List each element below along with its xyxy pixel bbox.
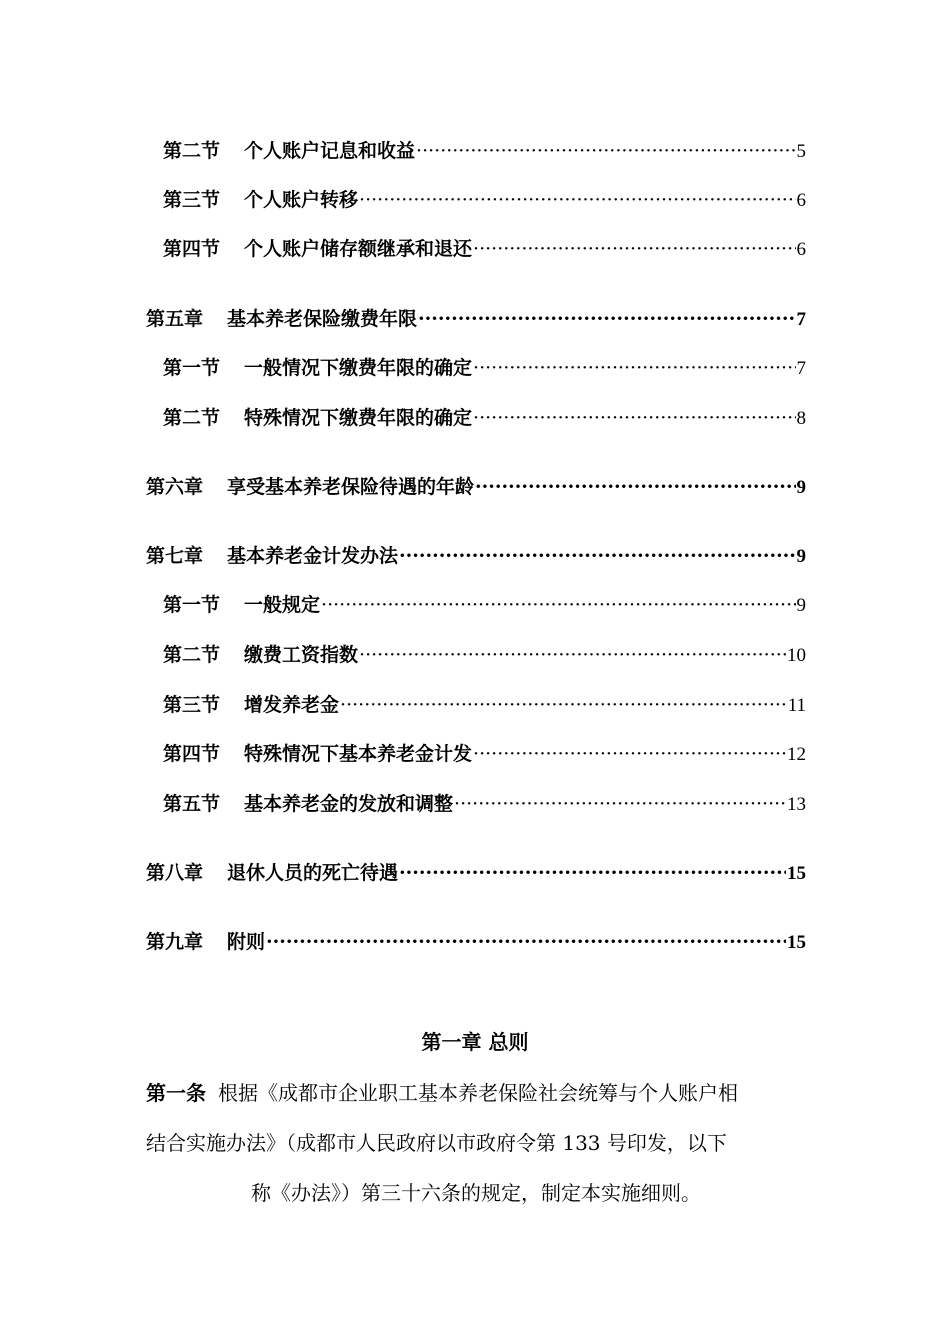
toc-title: 一般规定 [244, 594, 321, 616]
toc-title: 缴费工资指数 [244, 644, 359, 666]
toc-number: 第二节 [163, 140, 221, 162]
toc-number: 第三节 [163, 694, 221, 716]
toc-title: 一般情况下缴费年限的确定 [244, 357, 473, 379]
toc-page-number: 10 [787, 645, 806, 666]
toc-leader [399, 858, 786, 888]
toc-page-number: 15 [787, 863, 806, 884]
toc-page-number: 15 [787, 932, 806, 953]
toc-leader [473, 353, 795, 383]
toc-number: 第一节 [163, 594, 221, 616]
toc-number: 第二节 [163, 407, 221, 429]
toc-leader [359, 640, 786, 670]
toc-title: 个人账户记息和收益 [244, 140, 416, 162]
toc-leader [473, 234, 795, 264]
toc-entry[interactable] [163, 789, 806, 819]
toc-leader [473, 739, 786, 769]
toc-entry[interactable] [163, 136, 806, 166]
toc-page-number: 8 [796, 408, 806, 429]
toc-title: 附则 [227, 931, 266, 953]
toc-title: 基本养老保险缴费年限 [227, 308, 418, 330]
toc-number: 第四节 [163, 238, 221, 260]
toc-page-number: 9 [796, 546, 806, 567]
toc-page-number: 9 [796, 477, 806, 498]
toc-leader [454, 789, 786, 819]
toc-number: 第一节 [163, 357, 221, 379]
article-label: 第一条 [146, 1081, 206, 1105]
toc-title: 基本养老金的发放和调整 [244, 793, 454, 815]
toc-entry[interactable] [163, 690, 806, 720]
toc-number: 第三节 [163, 189, 221, 211]
toc-number: 第九章 [146, 931, 204, 953]
toc-entry[interactable] [163, 640, 806, 670]
toc-leader [473, 403, 795, 433]
toc-title: 基本养老金计发办法 [227, 545, 399, 567]
toc-number: 第六章 [146, 476, 204, 498]
toc-entry[interactable] [163, 353, 806, 383]
toc-leader [321, 590, 795, 620]
chapter-heading: 第一章 总则 [421, 1030, 529, 1054]
toc-number: 第四节 [163, 743, 221, 765]
toc-number: 第二节 [163, 644, 221, 666]
toc-page-number: 13 [787, 794, 806, 815]
toc-entry[interactable] [146, 858, 806, 888]
toc-entry[interactable] [163, 403, 806, 433]
toc-page-number: 9 [796, 595, 806, 616]
toc-leader [416, 136, 795, 166]
toc-entry[interactable] [163, 590, 806, 620]
toc-page-number: 11 [787, 695, 806, 716]
toc-leader [418, 304, 795, 334]
toc-page-number: 12 [787, 744, 806, 765]
toc-leader [475, 472, 795, 502]
toc-leader [340, 690, 787, 720]
toc-title: 个人账户转移 [244, 189, 359, 211]
toc-leader [399, 541, 795, 571]
toc-number: 第五章 [146, 308, 204, 330]
article-line: 称《办法》）第三十六条的规定，制定本实施细则。 [251, 1181, 701, 1205]
toc-title: 个人账户储存额继承和退还 [244, 238, 473, 260]
article-paragraph [146, 1068, 806, 1218]
article-line: 结合实施办法》（成都市人民政府以市政府令第 133 号印发，以下 [146, 1131, 727, 1155]
toc-entry[interactable] [163, 234, 806, 264]
toc-entry[interactable] [146, 304, 806, 334]
toc-number: 第八章 [146, 862, 204, 884]
toc-page-number: 6 [796, 239, 806, 260]
toc-leader [359, 185, 795, 215]
toc-number: 第七章 [146, 545, 204, 567]
toc-leader [266, 927, 786, 957]
toc-entry[interactable] [163, 185, 806, 215]
toc-title: 特殊情况下缴费年限的确定 [244, 407, 473, 429]
toc-title: 特殊情况下基本养老金计发 [244, 743, 473, 765]
toc-entry[interactable] [146, 927, 806, 957]
toc-title: 增发养老金 [244, 694, 340, 716]
toc-page-number: 7 [796, 358, 806, 379]
toc-number: 第五节 [163, 793, 221, 815]
toc-page-number: 5 [796, 141, 806, 162]
toc-page-number: 7 [796, 309, 806, 330]
toc-page-number: 6 [796, 190, 806, 211]
toc-entry[interactable] [146, 472, 806, 502]
toc-entry[interactable] [163, 739, 806, 769]
toc-title: 享受基本养老保险待遇的年龄 [227, 476, 475, 498]
toc-entry[interactable] [146, 541, 806, 571]
toc-title: 退休人员的死亡待遇 [227, 862, 399, 884]
article-line [146, 1068, 806, 1118]
article-text: 根据《成都市企业职工基本养老保险社会统筹与个人账户相 [218, 1081, 738, 1105]
